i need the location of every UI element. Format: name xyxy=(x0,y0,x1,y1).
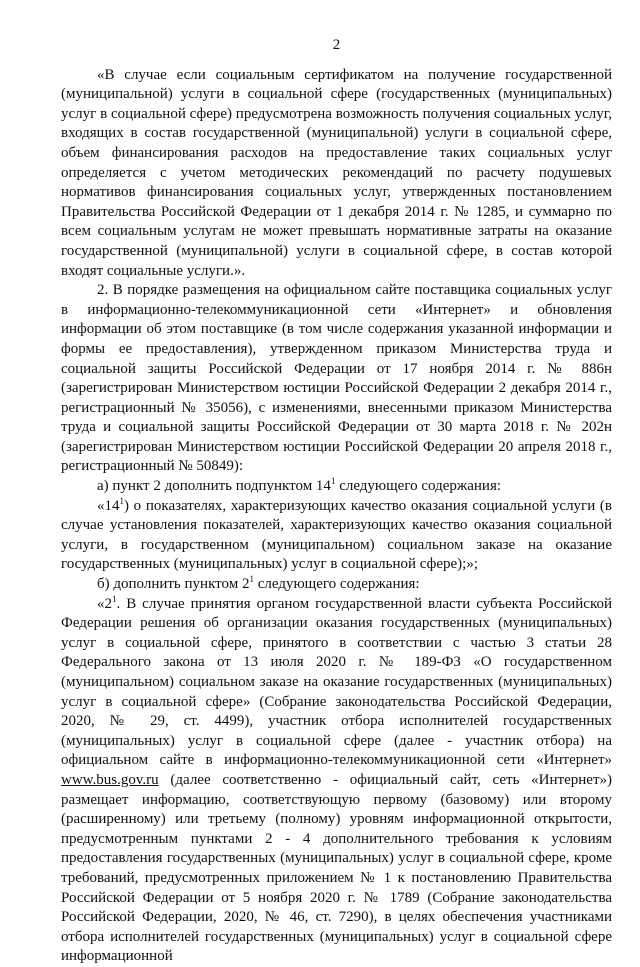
text: «14 xyxy=(97,497,120,514)
text: . В случае принятия органом государственной власти субъекта Российской Федерации решения об организации оказания государственных (муниципальных) услуг в социальной сфере, принятого в соответствии с частью 3 статьи 28 Федерального закона от 13 июля 2020 г. № 189-ФЗ «О государственном (муниципальном) социальном заказе на оказание государственных (муниципальных) услуг в социальной сфере» (Собрание законодательства Российской Федерации, 2020, № 29, ст. 4499), участник отбора исполнителей государственных (муниципальных) услуг в социальной сфере (далее - участник отбора) на официальном сайте в информационно-телекоммуникационной сети «Интернет» xyxy=(61,595,612,769)
page-number: 2 xyxy=(332,37,341,53)
bus-gov-link[interactable]: www.bus.gov.ru xyxy=(61,771,159,788)
paragraph-item-2: 2. В порядке размещения на официальном сайте поставщика социальных услуг в информационно-телекоммуникационной сети «Интернет» и обновления информации об этом поставщике (в том числе содержания указанной информации и формы ее предоставления), утвержденном приказом Министерства труда и социальной защиты Российской Федерации от 17 ноября 2014 г. № 886н (зарегистрирован Министерством юстиции Российской Федерации 2 декабря 2014 г., регистрационный № 35056), с изменениями, внесенными приказом Министерства труда и социальной защиты Российской Федерации от 30 марта 2018 г. № 202н (зарегистрирован Министерством юстиции Российской Федерации 20 апреля 2018 г., регистрационный № 50849): xyxy=(61,282,612,475)
paragraph-subitem-b xyxy=(61,575,612,595)
paragraph-subitem-a xyxy=(61,477,612,497)
text: следующего содержания: xyxy=(335,478,502,495)
text: следующего содержания: xyxy=(253,576,420,593)
text: (далее соответственно - официальный сайт, сеть «Интернет») размещает информацию, соответствующую первому (базовому) или второму (расширенному) или третьему (полному) уровням информационной открытости, предусмотренным пунктами 2 - 4 дополнительного требования к условиям предоставления государственных (муниципальных) услуг в социальной сфере, кроме требований, предусмотренных приложением № 1 к постановлению Правительства Российской Федерации от 5 ноября 2020 г. № 1789 (Собрание законодательства Российской Федерации, 2020, № 46, ст. 7290), в целях обеспечения участниками отбора исполнителей государственных (муниципальных) услуг в социальной сфере информационной xyxy=(61,771,612,965)
paragraph-item-2-1 xyxy=(61,595,612,967)
text: ) о показателях, характеризующих качество оказания социальной услуги (в случае установления показателей, характеризующих качество оказания социальной услуги, в государственном (муниципальном) социальном заказе на оказание государственных (муниципальных) услуг в социальной сфере);»; xyxy=(61,497,612,573)
superscript: 1 xyxy=(330,476,336,487)
superscript: 1 xyxy=(249,574,254,585)
text: а) пункт 2 дополнить подпунктом 14 xyxy=(97,478,331,495)
superscript: 1 xyxy=(119,495,124,506)
text: б) дополнить пунктом 2 xyxy=(97,576,250,593)
paragraph-subitem-14-1 xyxy=(61,497,612,575)
superscript: 1 xyxy=(112,593,117,604)
text: «2 xyxy=(97,595,112,612)
paragraph-social-certificate: «В случае если социальным сертификатом на получение государственной (муниципальной) услуги в социальной сфере (государственных (муниципальных) услуг в социальной сфере) предусмотрена возможность получения социальных услуг, входящих в состав государственной (муниципальной) услуги в социальной сфере, объем финансирования расходов на предоставление таких социальных услуг определяется с учетом методических рекомендаций по расчету подушевых нормативов финансирования социальных услуг, утвержденных постановлением Правительства Российской Федерации от 1 декабря 2014 г. № 1285, и суммарно по всем социальным услугам не может превышать нормативные затраты на оказание государственной (муниципальной) услуги в социальной сфере, в состав которой входят социальные услуги.». xyxy=(61,66,612,279)
